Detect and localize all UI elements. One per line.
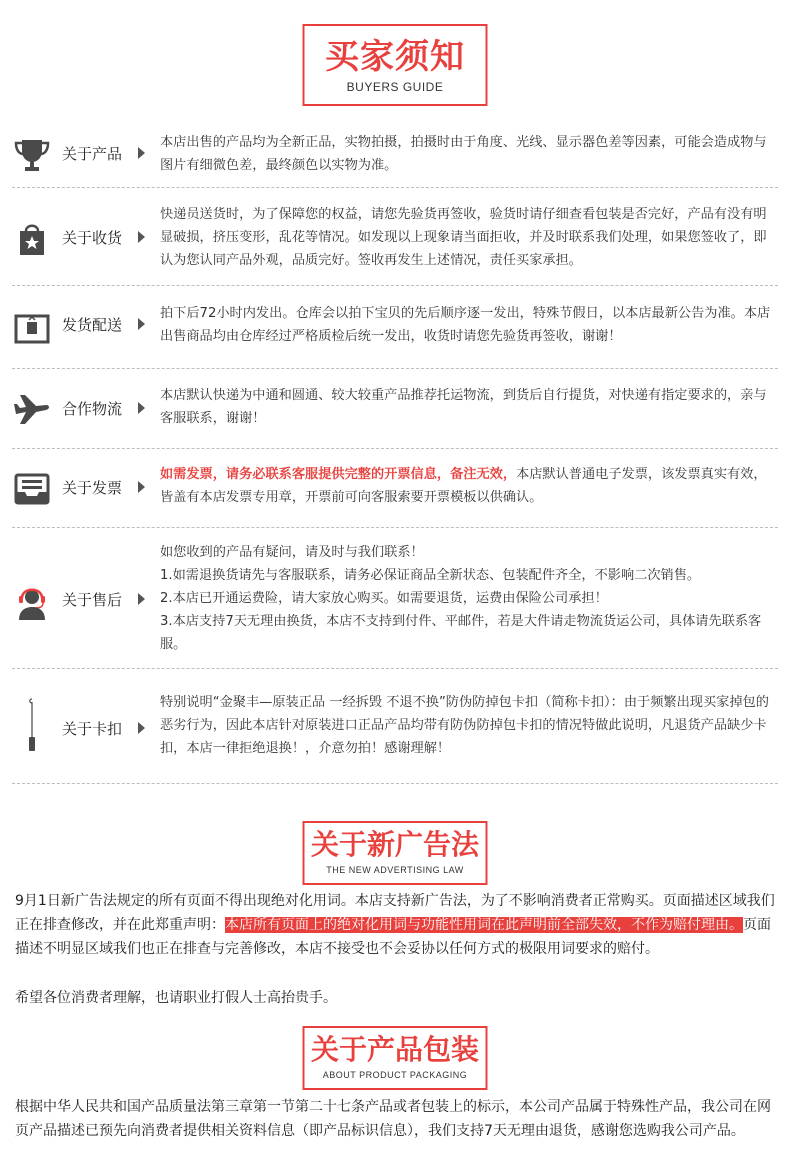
buyers-guide-title bbox=[303, 24, 488, 106]
after-sales-line: 3.本店支持7天无理由换货，本店不支持到付件、平邮件，若是大件请走物流货运公司，具体请先联系客服。 bbox=[160, 614, 762, 652]
row-text: 本店出售的产品均为全新正品，实物拍摄，拍摄时由于角度、光线、显示器色差等因素，可能会造成物与图片有细微色差，最终颜色以实物为准。 bbox=[160, 135, 767, 173]
row-text: 快递员送货时，为了保障您的权益，请您先验货再签收，验货时请仔细查看包装是否完好，产品有没有明显破损，挤压变形，乱花等情况。如发现以上现象请当面拒收，并及时联系我们处理，如果您签收了，即认为您认同产品外观，品质完好。签收再发生上述情况，责任买家承担。 bbox=[160, 207, 767, 268]
invoice-tray-icon bbox=[12, 469, 52, 509]
security-tag-icon bbox=[12, 697, 52, 757]
trophy-icon bbox=[12, 135, 52, 175]
row-label: 发货配送 bbox=[62, 316, 123, 334]
info-row-after-sales bbox=[12, 541, 778, 661]
packaging-title bbox=[303, 1026, 488, 1090]
invoice-note: 本店默认普通电子发票，该发票真实有效，皆盖有本店发票专用章，开票前可向客服索要开票模板以供确认。 bbox=[160, 467, 767, 505]
divider bbox=[12, 187, 778, 188]
airplane-icon bbox=[12, 390, 52, 430]
ad-law-appeal: 希望各位消费者理解，也请职业打假人士高抬贵手。 bbox=[15, 990, 337, 1006]
divider bbox=[12, 368, 778, 369]
divider bbox=[12, 527, 778, 528]
title-en: THE NEW ADVERTISING LAW bbox=[326, 865, 464, 875]
ad-law-highlight: 本店所有页面上的绝对化用词与功能性用词在此声明前全部失效，不作为赔付理由。 bbox=[225, 917, 743, 933]
chevron-right-icon bbox=[138, 318, 145, 330]
ad-law-text: 页面描述不明显区域我们也正在排查与完善修改，本店不接受也不会妥协以任何方式的极限用词要求的赔付。 bbox=[15, 917, 771, 957]
row-label: 关于售后 bbox=[62, 591, 123, 609]
package-box-icon bbox=[12, 308, 52, 348]
shopping-bag-icon bbox=[12, 219, 52, 259]
ad-law-text: 9月1日新广告法规定的所有页面不得出现绝对化用词。本店支持新广告法，为了不影响消费者正常购买。页面描述区域我们正在排查修改，并在此郑重声明： bbox=[15, 893, 775, 933]
row-label: 关于产品 bbox=[62, 145, 123, 163]
info-row-shipping bbox=[12, 302, 778, 357]
invoice-warning: 如需发票，请务必联系客服提供完整的开票信息，备注无效， bbox=[160, 467, 517, 482]
title-cn: 买家须知 bbox=[325, 37, 465, 77]
chevron-right-icon bbox=[138, 593, 145, 605]
title-en: BUYERS GUIDE bbox=[346, 80, 444, 94]
row-text: 本店默认快递为中通和圆通、较大较重产品推荐托运物流，到货后自行提货，对快递有指定要求的，亲与客服联系，谢谢！ bbox=[160, 388, 767, 426]
packaging-paragraph: 根据中华人民共和国产品质量法第三章第一节第二十七条产品或者包装上的标示，本公司产品属于特殊性产品，我公司在网页产品描述已预先向消费者提供相关资料信息（即产品标识信息），我们支持7天无理由退货，感谢您选购我公司产品。 bbox=[15, 1099, 771, 1139]
chevron-right-icon bbox=[138, 722, 145, 734]
info-row-invoice bbox=[12, 463, 778, 518]
info-row-product bbox=[12, 129, 778, 179]
divider bbox=[12, 448, 778, 449]
row-text: 特别说明“金聚丰—原装正品 一经拆毁 不退不换”防伪防掉包卡扣（简称卡扣）：由于频繁出现买家掉包的恶劣行为，因此本店针对原装进口正品产品均带有防伪防掉包卡扣的情况特做此说明，凡退货产品缺少卡扣，本店一律拒绝退换！，介意勿拍！感谢理解！ bbox=[160, 695, 769, 756]
divider bbox=[12, 285, 778, 286]
divider bbox=[12, 783, 778, 784]
customer-service-icon bbox=[12, 583, 52, 623]
after-sales-line: 如您收到的产品有疑问，请及时与我们联系！ bbox=[160, 545, 424, 560]
info-row-receiving bbox=[12, 203, 778, 278]
chevron-right-icon bbox=[138, 481, 145, 493]
chevron-right-icon bbox=[138, 147, 145, 159]
row-label: 关于卡扣 bbox=[62, 720, 123, 738]
title-cn: 关于新广告法 bbox=[310, 828, 479, 861]
chevron-right-icon bbox=[138, 231, 145, 243]
row-label: 关于发票 bbox=[62, 479, 123, 497]
row-label: 合作物流 bbox=[62, 400, 123, 418]
title-en: ABOUT PRODUCT PACKAGING bbox=[322, 1070, 468, 1080]
after-sales-line: 1.如需退换货请先与客服联系，请务必保证商品全新状态、包装配件齐全，不影响二次销售。 bbox=[160, 568, 701, 583]
info-row-logistics bbox=[12, 384, 778, 439]
ad-law-paragraph bbox=[15, 889, 777, 961]
divider bbox=[12, 668, 778, 669]
info-row-security-tag bbox=[12, 691, 778, 771]
row-text bbox=[160, 541, 778, 656]
ad-law-title bbox=[303, 821, 488, 885]
row-label: 关于收货 bbox=[62, 229, 123, 247]
title-cn: 关于产品包装 bbox=[310, 1033, 479, 1066]
row-text bbox=[160, 463, 778, 509]
after-sales-line: 2.本店已开通运费险，请大家放心购买。如需要退货，运费由保险公司承担！ bbox=[160, 591, 608, 606]
chevron-right-icon bbox=[138, 402, 145, 414]
row-text: 拍下后72小时内发出。仓库会以拍下宝贝的先后顺序逐一发出，特殊节假日，以本店最新公告为准。本店出售商品均由仓库经过严格质检后统一发出，收货时请您先验货再签收，谢谢！ bbox=[160, 306, 771, 344]
